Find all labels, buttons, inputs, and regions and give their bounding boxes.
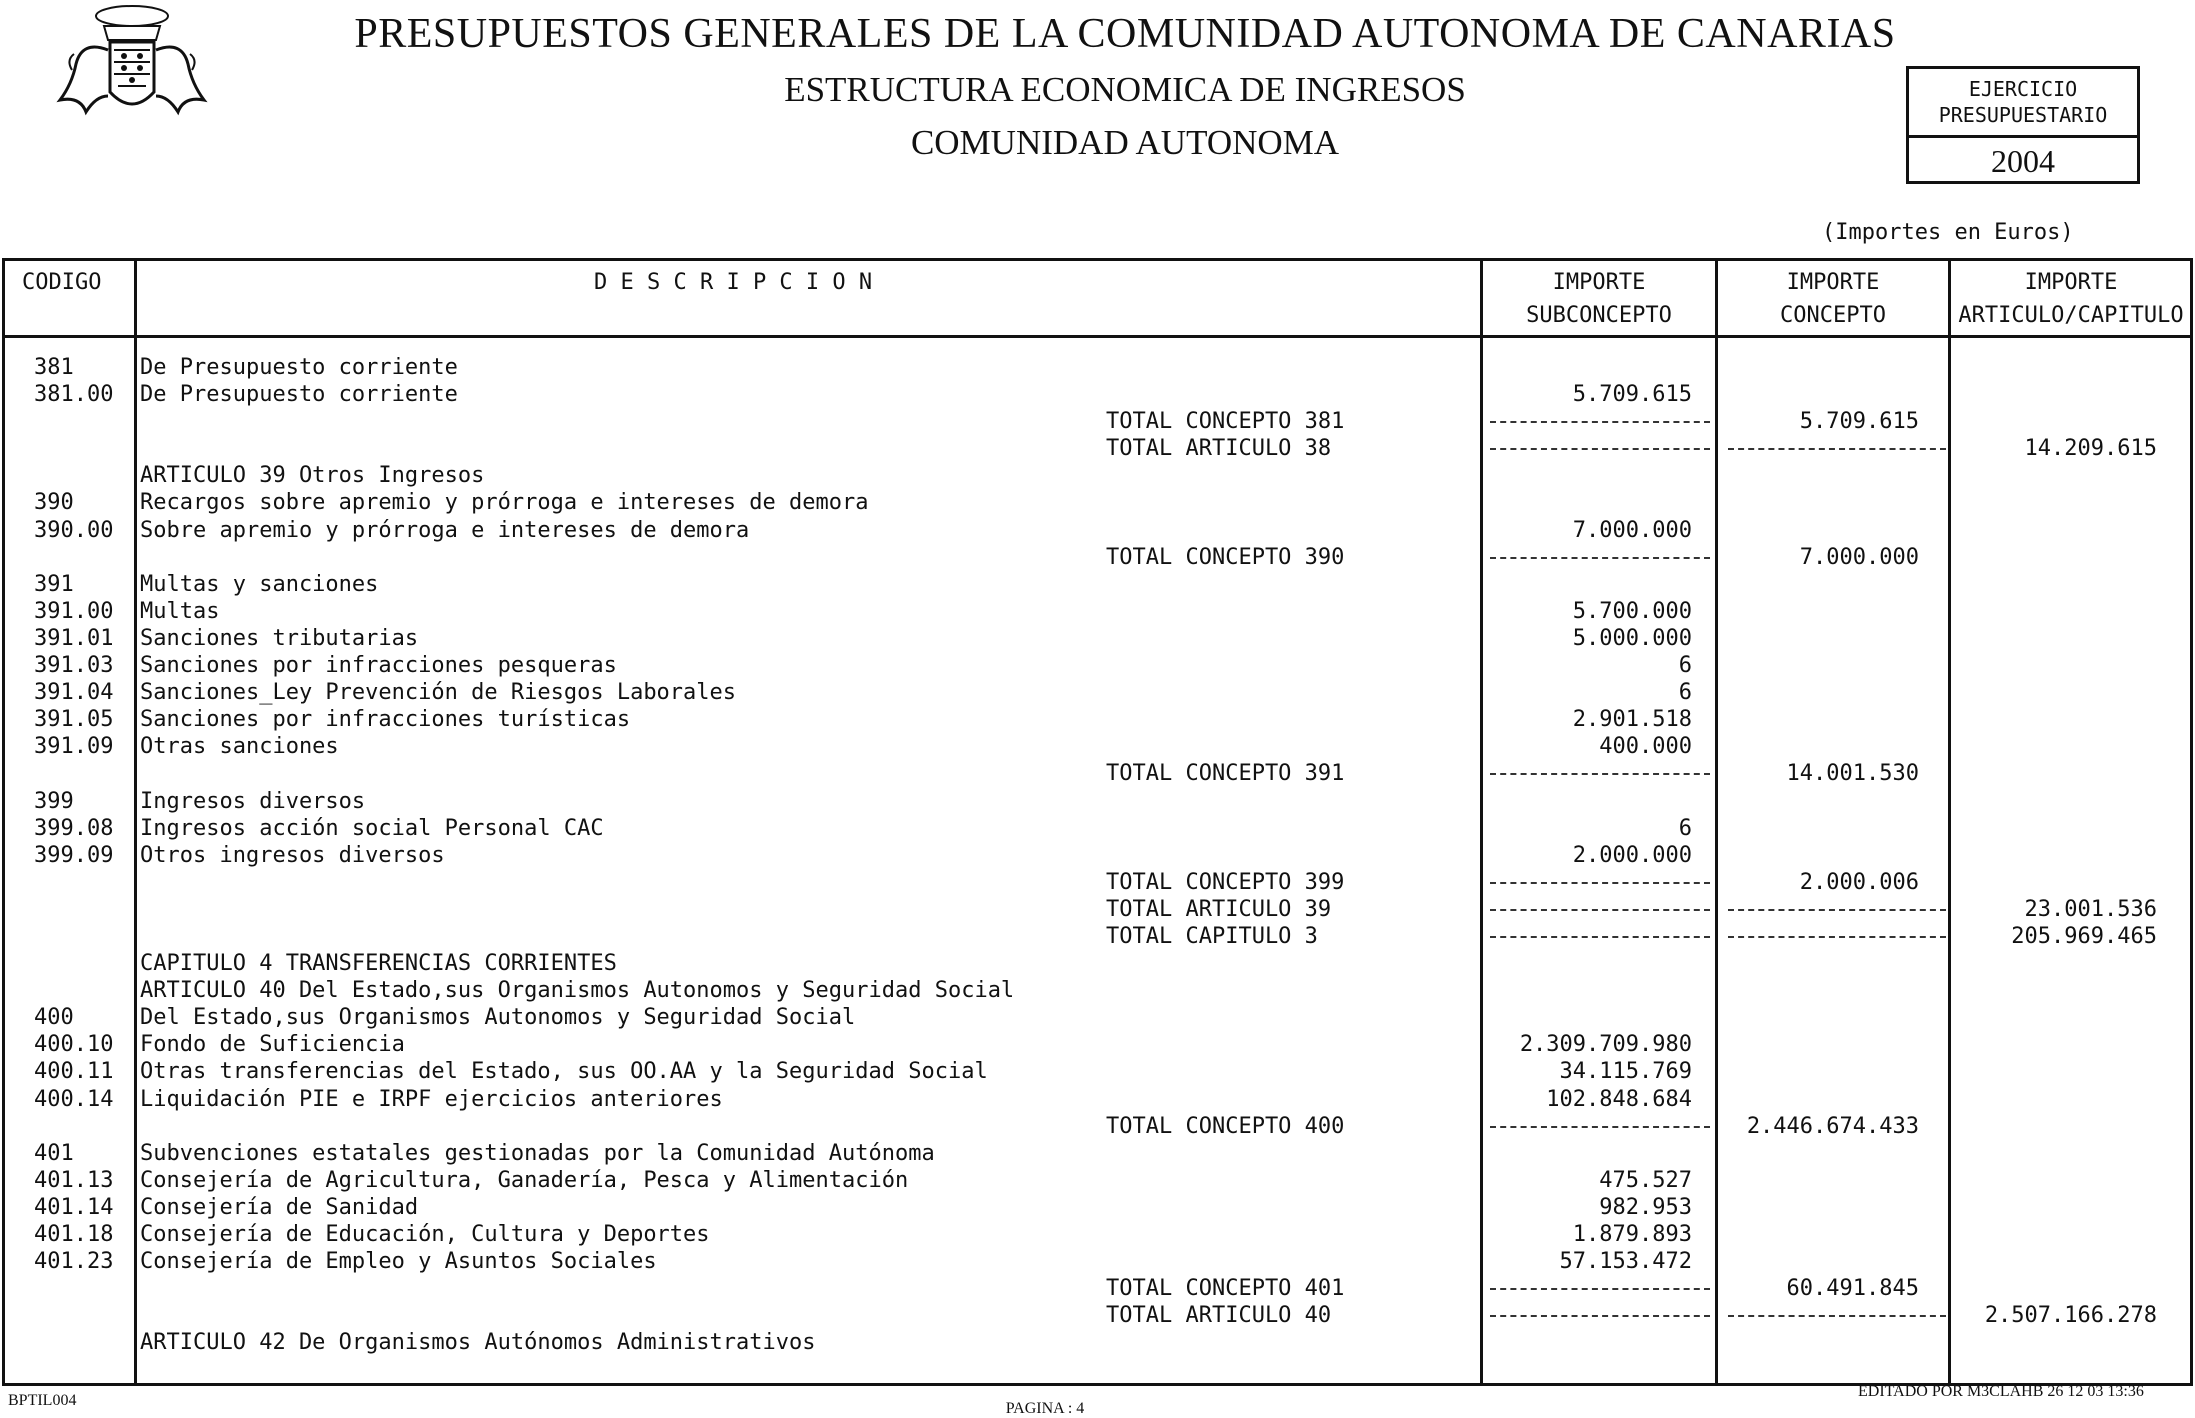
page-number: PAGINA : 4 <box>1005 1400 1085 1417</box>
row-code: 390.00 <box>34 517 114 543</box>
subtotal-dash-rule <box>1728 909 1946 911</box>
row-description: Recargos sobre apremio y prórroga e intereses de demora <box>140 490 869 516</box>
subtotal-dash-rule <box>1490 936 1710 938</box>
row-description: Consejería de Educación, Cultura y Deportes <box>140 1222 710 1247</box>
table-row <box>0 571 2195 598</box>
row-description: Sanciones por infracciones turísticas <box>140 707 631 733</box>
column-header-concepto-line1: IMPORTE <box>1786 270 1880 295</box>
column-header-articulo <box>1951 266 2191 332</box>
row-total-label: TOTAL CONCEPTO 400 <box>1106 1113 1345 1139</box>
row-description: Sanciones_Ley Prevención de Riesgos Laborales <box>140 680 737 706</box>
row-code: 381.00 <box>34 382 114 408</box>
row-description: Sanciones por infracciones pesqueras <box>140 653 617 679</box>
row-code: 390 <box>34 490 74 516</box>
table-row <box>0 598 2195 625</box>
row-total-label: TOTAL CONCEPTO 391 <box>1106 761 1345 787</box>
ejercicio-year: 2004 <box>1991 142 2055 179</box>
row-code: 400.11 <box>34 1059 114 1085</box>
table-row <box>0 435 2195 462</box>
subtotal-dash-rule <box>1490 909 1710 911</box>
row-description: Otras sanciones <box>140 734 339 760</box>
table-row <box>0 652 2195 679</box>
table-row <box>0 408 2195 435</box>
row-description: Otras transferencias del Estado, sus OO.AA y la Seguridad Social <box>140 1059 988 1085</box>
row-description: Multas <box>140 598 220 624</box>
subtotal-dash-rule <box>1728 936 1946 938</box>
row-description: ARTICULO 39 Otros Ingresos <box>140 463 485 489</box>
column-header-concepto-line2: CONCEPTO <box>1780 303 1886 328</box>
row-importe-subconcepto: 400.000 <box>1599 734 1692 760</box>
table-body <box>0 354 2195 1356</box>
table-row <box>0 950 2195 977</box>
row-total-label: TOTAL ARTICULO 38 <box>1106 436 1332 462</box>
column-header-subconcepto-line2: SUBCONCEPTO <box>1526 303 1672 328</box>
row-code: 391.04 <box>34 680 114 706</box>
subtotal-dash-rule <box>1490 557 1710 559</box>
row-description: Ingresos acción social Personal CAC <box>140 815 604 841</box>
subtotal-dash-rule <box>1490 773 1710 775</box>
table-row <box>0 544 2195 571</box>
row-code: 381 <box>34 355 74 380</box>
row-code: 401.14 <box>34 1194 114 1220</box>
row-total-label: TOTAL ARTICULO 40 <box>1106 1303 1332 1329</box>
row-importe-concepto: 14.001.530 <box>1786 761 1919 787</box>
subtotal-dash-rule <box>1728 448 1946 450</box>
row-importe-concepto: 7.000.000 <box>1799 544 1919 570</box>
table-row <box>0 842 2195 869</box>
row-importe-subconcepto: 2.901.518 <box>1572 707 1692 733</box>
table-row <box>0 869 2195 896</box>
row-importe-subconcepto: 102.848.684 <box>1546 1086 1692 1112</box>
ejercicio-label-2: PRESUPUESTARIO <box>1938 103 2108 127</box>
row-description: ARTICULO 40 Del Estado,sus Organismos Autonomos y Seguridad Social <box>140 978 1015 1004</box>
table-row <box>0 896 2195 923</box>
column-header-descripcion: D E S C R I P C I O N <box>594 270 873 295</box>
row-importe-concepto: 60.491.845 <box>1786 1276 1919 1302</box>
row-code: 401 <box>34 1140 74 1166</box>
row-total-label: TOTAL CONCEPTO 401 <box>1106 1276 1345 1302</box>
table-row <box>0 1329 2195 1356</box>
row-code: 400.10 <box>34 1032 114 1058</box>
column-header-articulo-line1: IMPORTE <box>2024 270 2118 295</box>
row-description: Subvenciones estatales gestionadas por la Comunidad Autónoma <box>140 1140 935 1166</box>
row-importe-articulo: 205.969.465 <box>2011 923 2157 949</box>
row-code: 391.05 <box>34 707 114 733</box>
row-importe-subconcepto: 6 <box>1678 653 1692 679</box>
units-note: (Importes en Euros) <box>1822 220 2074 245</box>
subtotal-dash-rule <box>1490 448 1710 450</box>
page-subtitle: ESTRUCTURA ECONOMICA DE INGRESOS <box>784 70 1466 109</box>
ejercicio-label <box>1909 69 2137 138</box>
row-description: Consejería de Sanidad <box>140 1194 419 1220</box>
table-row <box>0 1194 2195 1221</box>
row-description: Consejería de Empleo y Asuntos Sociales <box>140 1249 657 1275</box>
row-importe-subconcepto: 5.700.000 <box>1572 598 1692 624</box>
table-row <box>0 462 2195 489</box>
row-code: 391.00 <box>34 598 114 624</box>
row-importe-subconcepto: 57.153.472 <box>1559 1249 1692 1275</box>
table-row <box>0 977 2195 1004</box>
report-code: BPTIL004 <box>8 1392 77 1409</box>
row-description: CAPITULO 4 TRANSFERENCIAS CORRIENTES <box>140 951 617 977</box>
row-importe-subconcepto: 5.000.000 <box>1572 625 1692 651</box>
row-code: 391.03 <box>34 653 114 679</box>
subtotal-dash-rule <box>1490 882 1710 884</box>
table-row <box>0 1058 2195 1085</box>
row-importe-concepto: 5.709.615 <box>1799 409 1919 435</box>
row-description: Del Estado,sus Organismos Autonomos y Seguridad Social <box>140 1005 856 1031</box>
row-code: 399 <box>34 788 74 814</box>
table-row <box>0 788 2195 815</box>
row-description: Sanciones tributarias <box>140 625 419 651</box>
column-header-concepto <box>1718 266 1948 332</box>
entity-title: COMUNIDAD AUTONOMA <box>910 123 1340 162</box>
table-row <box>0 517 2195 544</box>
table-row <box>0 706 2195 733</box>
table-row <box>0 1031 2195 1058</box>
table-row <box>0 760 2195 787</box>
row-code: 401.13 <box>34 1167 114 1193</box>
table-row <box>0 354 2195 381</box>
row-code: 391 <box>34 571 74 597</box>
table-row <box>0 1140 2195 1167</box>
table-row <box>0 1086 2195 1113</box>
row-total-label: TOTAL CONCEPTO 390 <box>1106 544 1345 570</box>
table-row <box>0 381 2195 408</box>
row-total-label: TOTAL CONCEPTO 381 <box>1106 409 1345 435</box>
table-row <box>0 625 2195 652</box>
row-importe-subconcepto: 7.000.000 <box>1572 517 1692 543</box>
row-code: 400 <box>34 1005 74 1031</box>
row-total-label: TOTAL CONCEPTO 399 <box>1106 869 1345 895</box>
row-code: 399.08 <box>34 815 114 841</box>
row-description: Consejería de Agricultura, Ganadería, Pesca y Alimentación <box>140 1167 909 1193</box>
row-code: 401.23 <box>34 1249 114 1275</box>
table-row <box>0 1004 2195 1031</box>
row-importe-articulo: 23.001.536 <box>2024 896 2157 922</box>
table-row <box>0 679 2195 706</box>
row-total-label: TOTAL ARTICULO 39 <box>1106 896 1332 922</box>
row-code: 401.18 <box>34 1222 114 1247</box>
table-row <box>0 815 2195 842</box>
table-row <box>0 489 2195 516</box>
ejercicio-box <box>1906 66 2140 184</box>
subtotal-dash-rule <box>1728 1315 1946 1317</box>
row-code: 391.09 <box>34 734 114 760</box>
row-description: De Presupuesto corriente <box>140 382 458 408</box>
row-importe-subconcepto: 6 <box>1678 680 1692 706</box>
row-importe-subconcepto: 982.953 <box>1599 1194 1692 1220</box>
subtotal-dash-rule <box>1490 1288 1710 1290</box>
table-row <box>0 1167 2195 1194</box>
subtotal-dash-rule <box>1490 1315 1710 1317</box>
ejercicio-label-1: EJERCICIO <box>1968 77 2078 101</box>
column-header-codigo: CODIGO <box>22 270 102 295</box>
table-row <box>0 1302 2195 1329</box>
row-code: 391.01 <box>34 625 114 651</box>
subtotal-dash-rule <box>1490 1126 1710 1128</box>
row-importe-concepto: 2.000.006 <box>1799 869 1919 895</box>
column-header-subconcepto <box>1483 266 1715 332</box>
row-description: Liquidación PIE e IRPF ejercicios anteriores <box>140 1086 723 1112</box>
table-row <box>0 1248 2195 1275</box>
row-importe-concepto: 2.446.674.433 <box>1746 1113 1919 1139</box>
row-importe-subconcepto: 2.000.000 <box>1572 842 1692 868</box>
row-code: 399.09 <box>34 842 114 868</box>
row-description: ARTICULO 42 De Organismos Autónomos Administrativos <box>140 1330 816 1356</box>
row-importe-articulo: 2.507.166.278 <box>1984 1303 2157 1329</box>
column-header-articulo-line2: ARTICULO/CAPITULO <box>1958 303 2184 328</box>
row-description: Otros ingresos diversos <box>140 842 445 868</box>
row-importe-subconcepto: 475.527 <box>1599 1167 1692 1193</box>
row-code: 400.14 <box>34 1086 114 1112</box>
header-divider <box>2 335 2193 338</box>
row-description: De Presupuesto corriente <box>140 355 458 380</box>
row-description: Sobre apremio y prórroga e intereses de demora <box>140 517 750 543</box>
table-row <box>0 1221 2195 1248</box>
column-header-subconcepto-line1: IMPORTE <box>1552 270 1646 295</box>
table-row <box>0 1275 2195 1302</box>
row-importe-articulo: 14.209.615 <box>2024 436 2157 462</box>
row-importe-subconcepto: 2.309.709.980 <box>1519 1032 1692 1058</box>
row-importe-subconcepto: 6 <box>1678 815 1692 841</box>
table-row <box>0 733 2195 760</box>
row-description: Multas y sanciones <box>140 571 379 597</box>
row-importe-subconcepto: 34.115.769 <box>1559 1059 1692 1085</box>
row-importe-subconcepto: 5.709.615 <box>1572 382 1692 408</box>
row-description: Ingresos diversos <box>140 788 366 814</box>
table-row <box>0 1113 2195 1140</box>
row-importe-subconcepto: 1.879.893 <box>1572 1222 1692 1247</box>
row-description: Fondo de Suficiencia <box>140 1032 405 1058</box>
table-row <box>0 923 2195 950</box>
row-total-label: TOTAL CAPITULO 3 <box>1106 923 1318 949</box>
edited-by: EDITADO POR M3CLAHB 26 12 03 13:36 <box>1858 1383 2144 1400</box>
page-title: PRESUPUESTOS GENERALES DE LA COMUNIDAD AUTONOMA DE CANARIAS <box>354 11 1896 57</box>
subtotal-dash-rule <box>1490 421 1710 423</box>
